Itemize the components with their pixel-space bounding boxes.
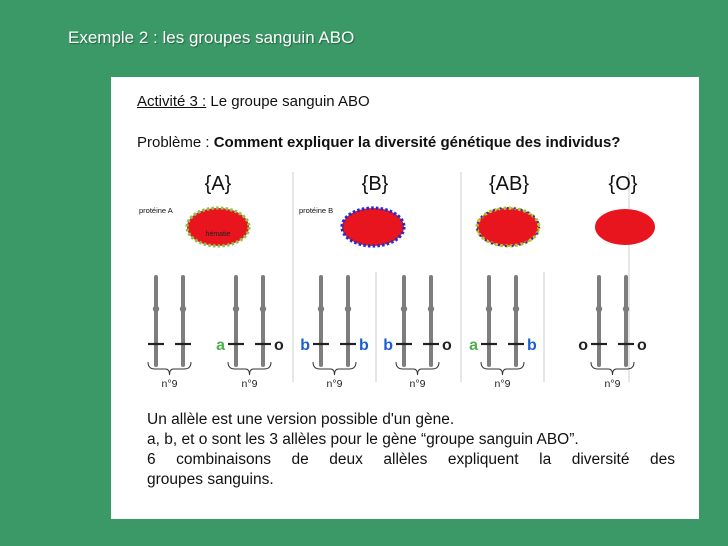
explanation-line-1: Un allèle est une version possible d'un gène. — [147, 411, 455, 428]
allele-label: o — [578, 337, 588, 354]
chromosome-number-label: n°9 — [326, 378, 343, 390]
allele-label: b — [383, 337, 393, 354]
red-blood-cell — [342, 208, 404, 246]
centromere — [233, 306, 239, 312]
centromere — [153, 306, 159, 312]
explanation-line-2: a, b, et o sont les 3 allèles pour le gène “groupe sanguin ABO”. — [147, 431, 579, 448]
blood-group-name: {AB} — [488, 173, 530, 195]
centromere — [486, 306, 492, 312]
centromere — [513, 306, 519, 312]
blood-group-name: {B} — [361, 173, 389, 195]
chromosome-number-label: n°9 — [241, 378, 258, 390]
red-blood-cell — [187, 208, 249, 246]
blood-group-name: {A} — [204, 173, 232, 195]
allele-label: b — [527, 337, 537, 354]
problem-label: Problème : — [137, 134, 214, 151]
blood-group-diagram — [111, 77, 699, 407]
slide-title: Exemple 2 : les groupes sanguin ABO — [68, 28, 355, 47]
chromosome-number-label: n°9 — [161, 378, 178, 390]
red-blood-cell — [595, 209, 655, 245]
allele-label: a — [469, 337, 478, 354]
centromere — [401, 306, 407, 312]
allele-label: a — [216, 337, 225, 354]
chromosome-number-label: n°9 — [494, 378, 511, 390]
allele-label: o — [637, 337, 647, 354]
blood-group-name: {O} — [608, 173, 638, 195]
allele-label: o — [442, 337, 452, 354]
centromere — [623, 306, 629, 312]
centromere — [345, 306, 351, 312]
centromere — [428, 306, 434, 312]
chromosome-number-label: n°9 — [409, 378, 426, 390]
allele-label: b — [359, 337, 369, 354]
explanation-line-3: 6 combinaisons de deux allèles expliquent la diversité des — [147, 451, 675, 468]
activity-panel — [111, 77, 699, 519]
chromosome-number-label: n°9 — [604, 378, 621, 390]
explanation-text — [147, 410, 675, 490]
explanation-line-4: groupes sanguins. — [147, 471, 274, 488]
cell-label: hématie — [205, 231, 231, 238]
allele-label: b — [300, 337, 310, 354]
protein-label: protéine A — [139, 206, 173, 215]
centromere — [318, 306, 324, 312]
activity-label: Activité 3 : — [137, 93, 207, 110]
activity-text: Le groupe sanguin ABO — [206, 93, 370, 110]
allele-label: o — [274, 337, 284, 354]
problem-question: Comment expliquer la diversité génétique des individus? — [213, 134, 621, 151]
centromere — [260, 306, 266, 312]
centromere — [180, 306, 186, 312]
centromere — [596, 306, 602, 312]
protein-label: protéine B — [299, 206, 334, 215]
